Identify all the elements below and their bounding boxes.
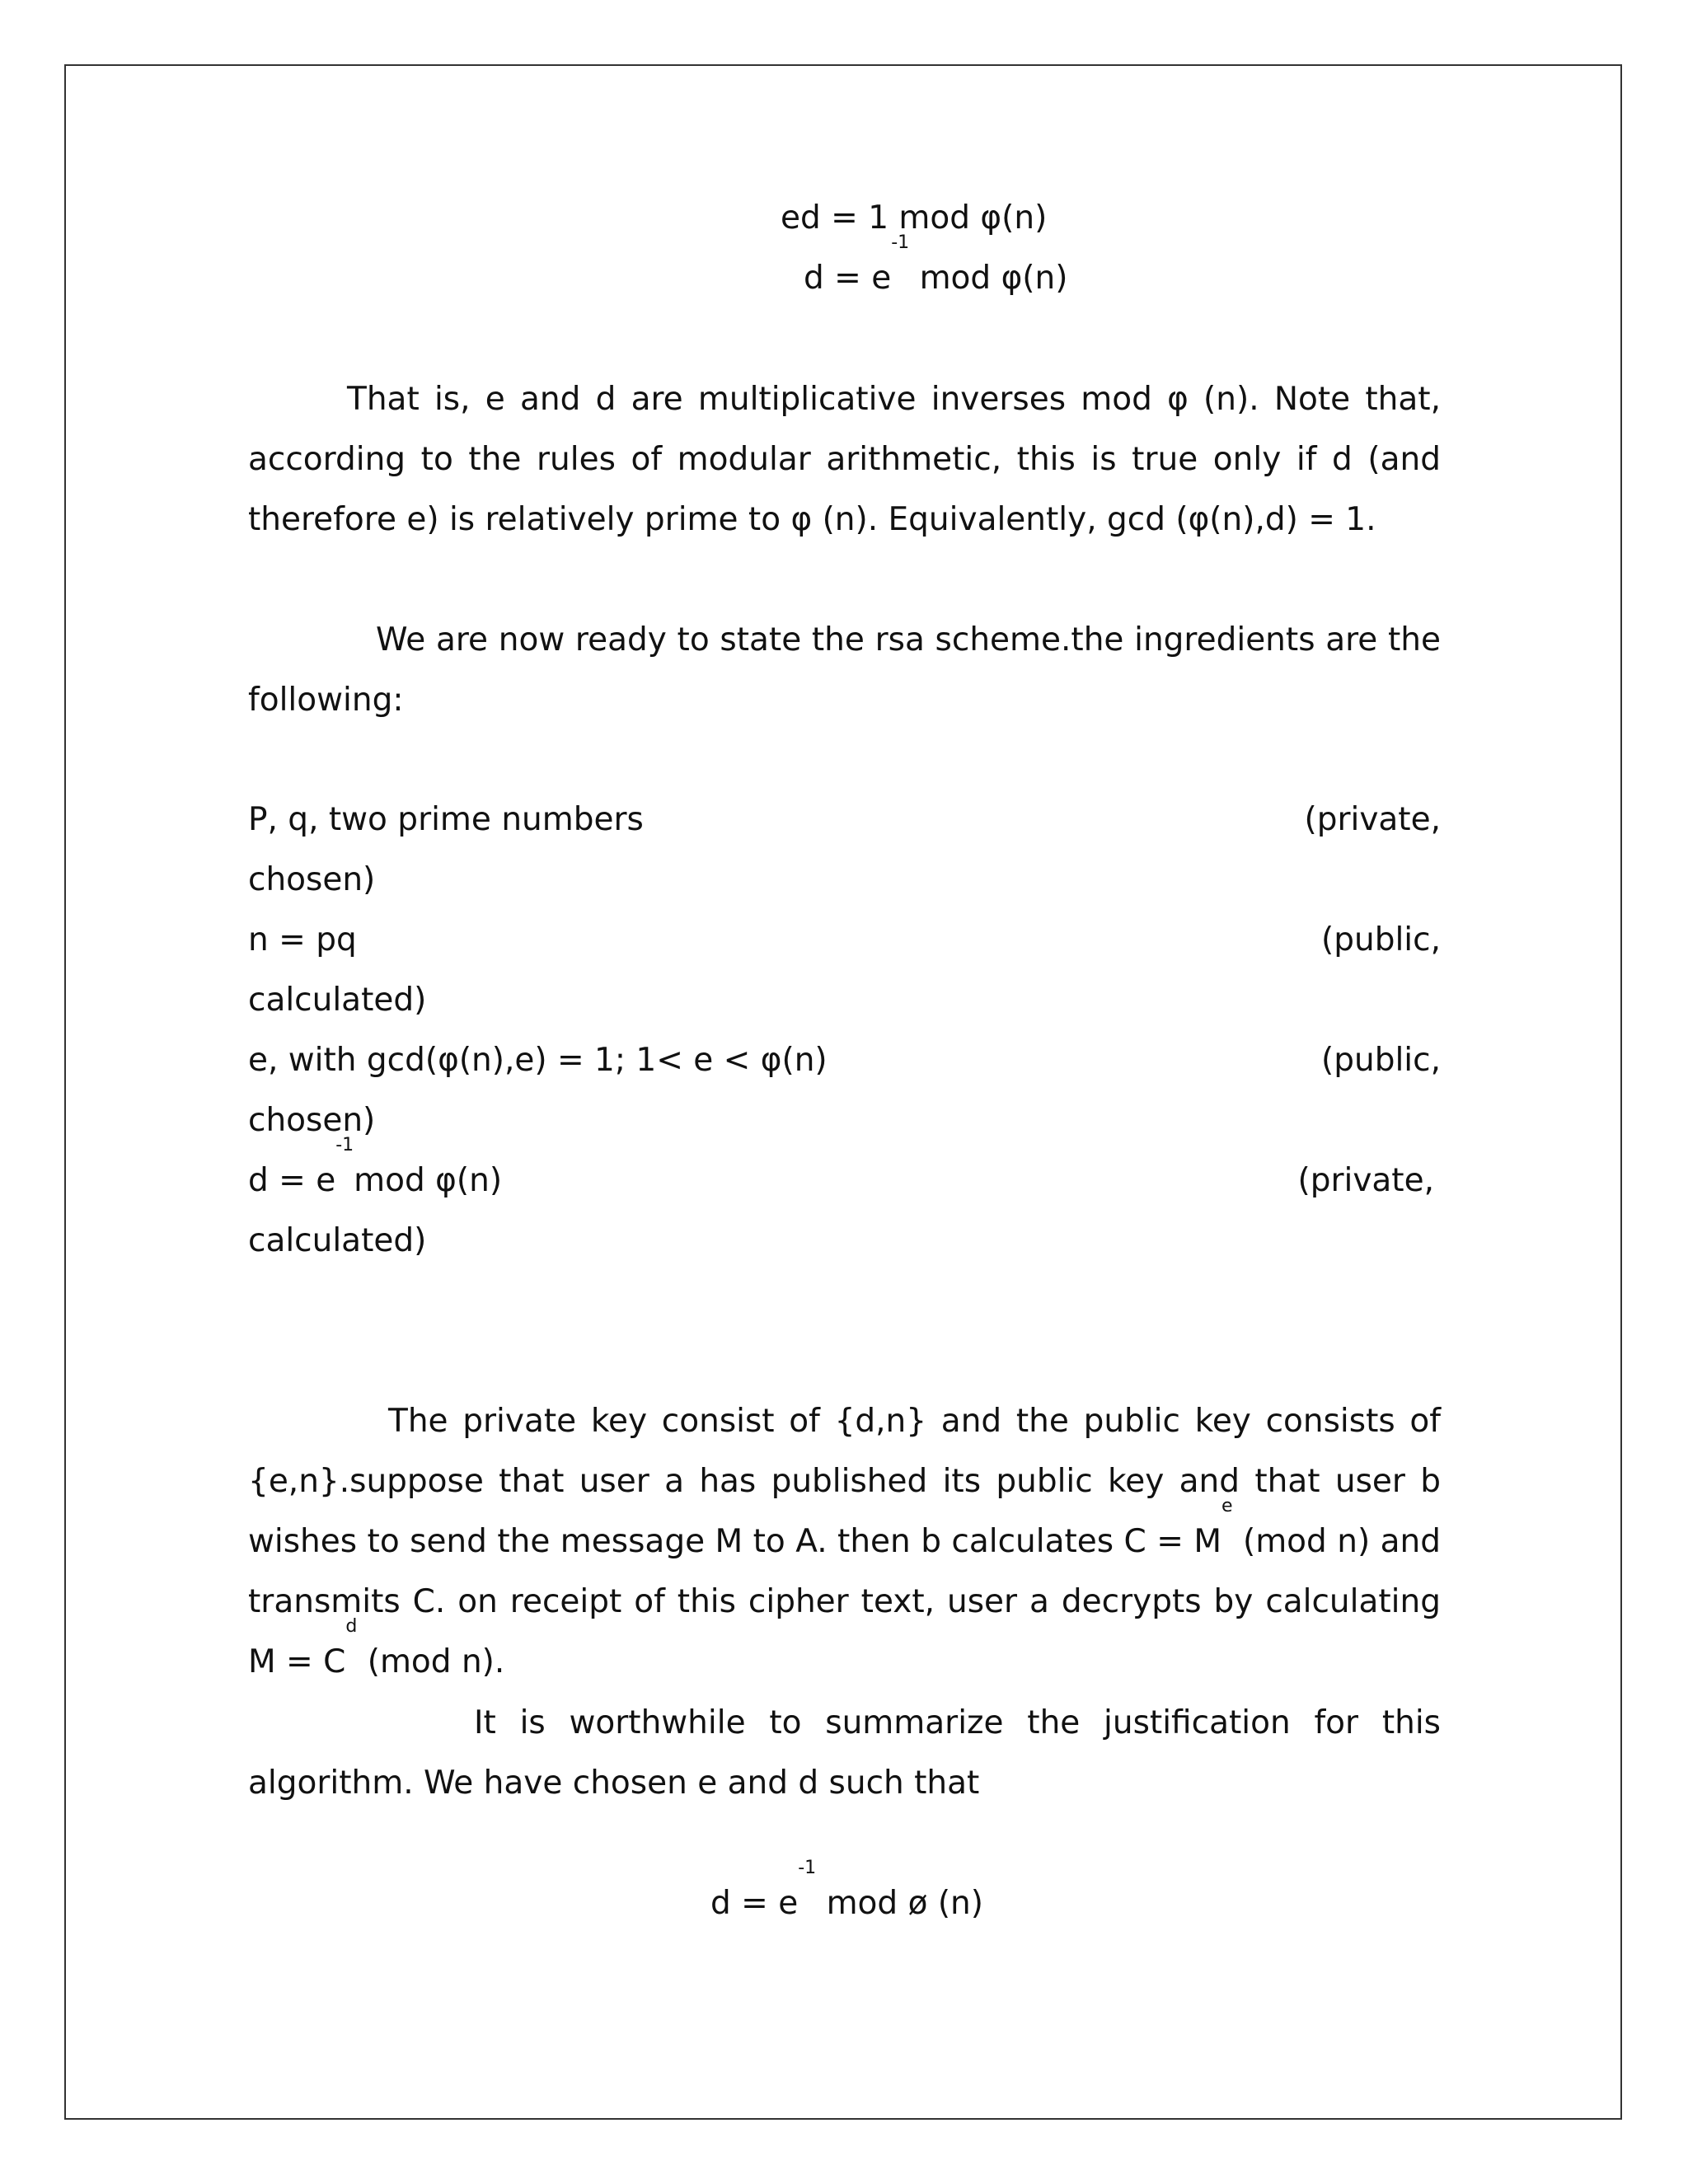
ingredient-pq: P, q, two prime numbers (private, chosen)	[248, 801, 1441, 898]
equation-ed: ed = 1 mod φ(n)	[781, 199, 1048, 237]
paragraph-justification: It is worthwhile to summarize the justification for this algorithm. We have chosen e and d such that	[248, 1704, 1441, 1802]
paragraph-ingredients-intro: We are now ready to state the rsa scheme.the ingredients are the following:	[248, 621, 1441, 719]
paragraph-inverses: That is, e and d are multiplicative inverses mod φ (n). Note that, according to the rules of modular arithmetic, this is true only if d (and therefore e) is relatively prime to φ (n). Equivalently, gcd (φ(n),d) = 1.	[248, 381, 1441, 538]
equation-d-inverse: $d = e^{-1}$ mod φ(n)	[804, 232, 1068, 297]
ingredients-list	[248, 790, 1441, 1271]
paragraph-keys: The private key consist of {d,n} and the public key consists of {e,n}.suppose that user a has published its public key and that user b wishes to send the message M to A. then b calculates $C = M^e$ (mod n) and transmits C. on receipt of this cipher text, user a decrypts by calculating $M = C^d$ (mod n).	[248, 1403, 1441, 1680]
ingredient-n: n = pq (public, calculated)	[248, 921, 1441, 1019]
ingredient-d: $d = e^{-1}mod$ φ(n) (private, calculated)	[248, 1135, 1434, 1259]
ingredient-e: e, with gcd(φ(n),e) = 1; 1< e < φ(n) (public, chosen)	[248, 1042, 1441, 1139]
equation-d-bottom: $d = e^{-1}$ mod ø (n)	[710, 1858, 983, 1922]
